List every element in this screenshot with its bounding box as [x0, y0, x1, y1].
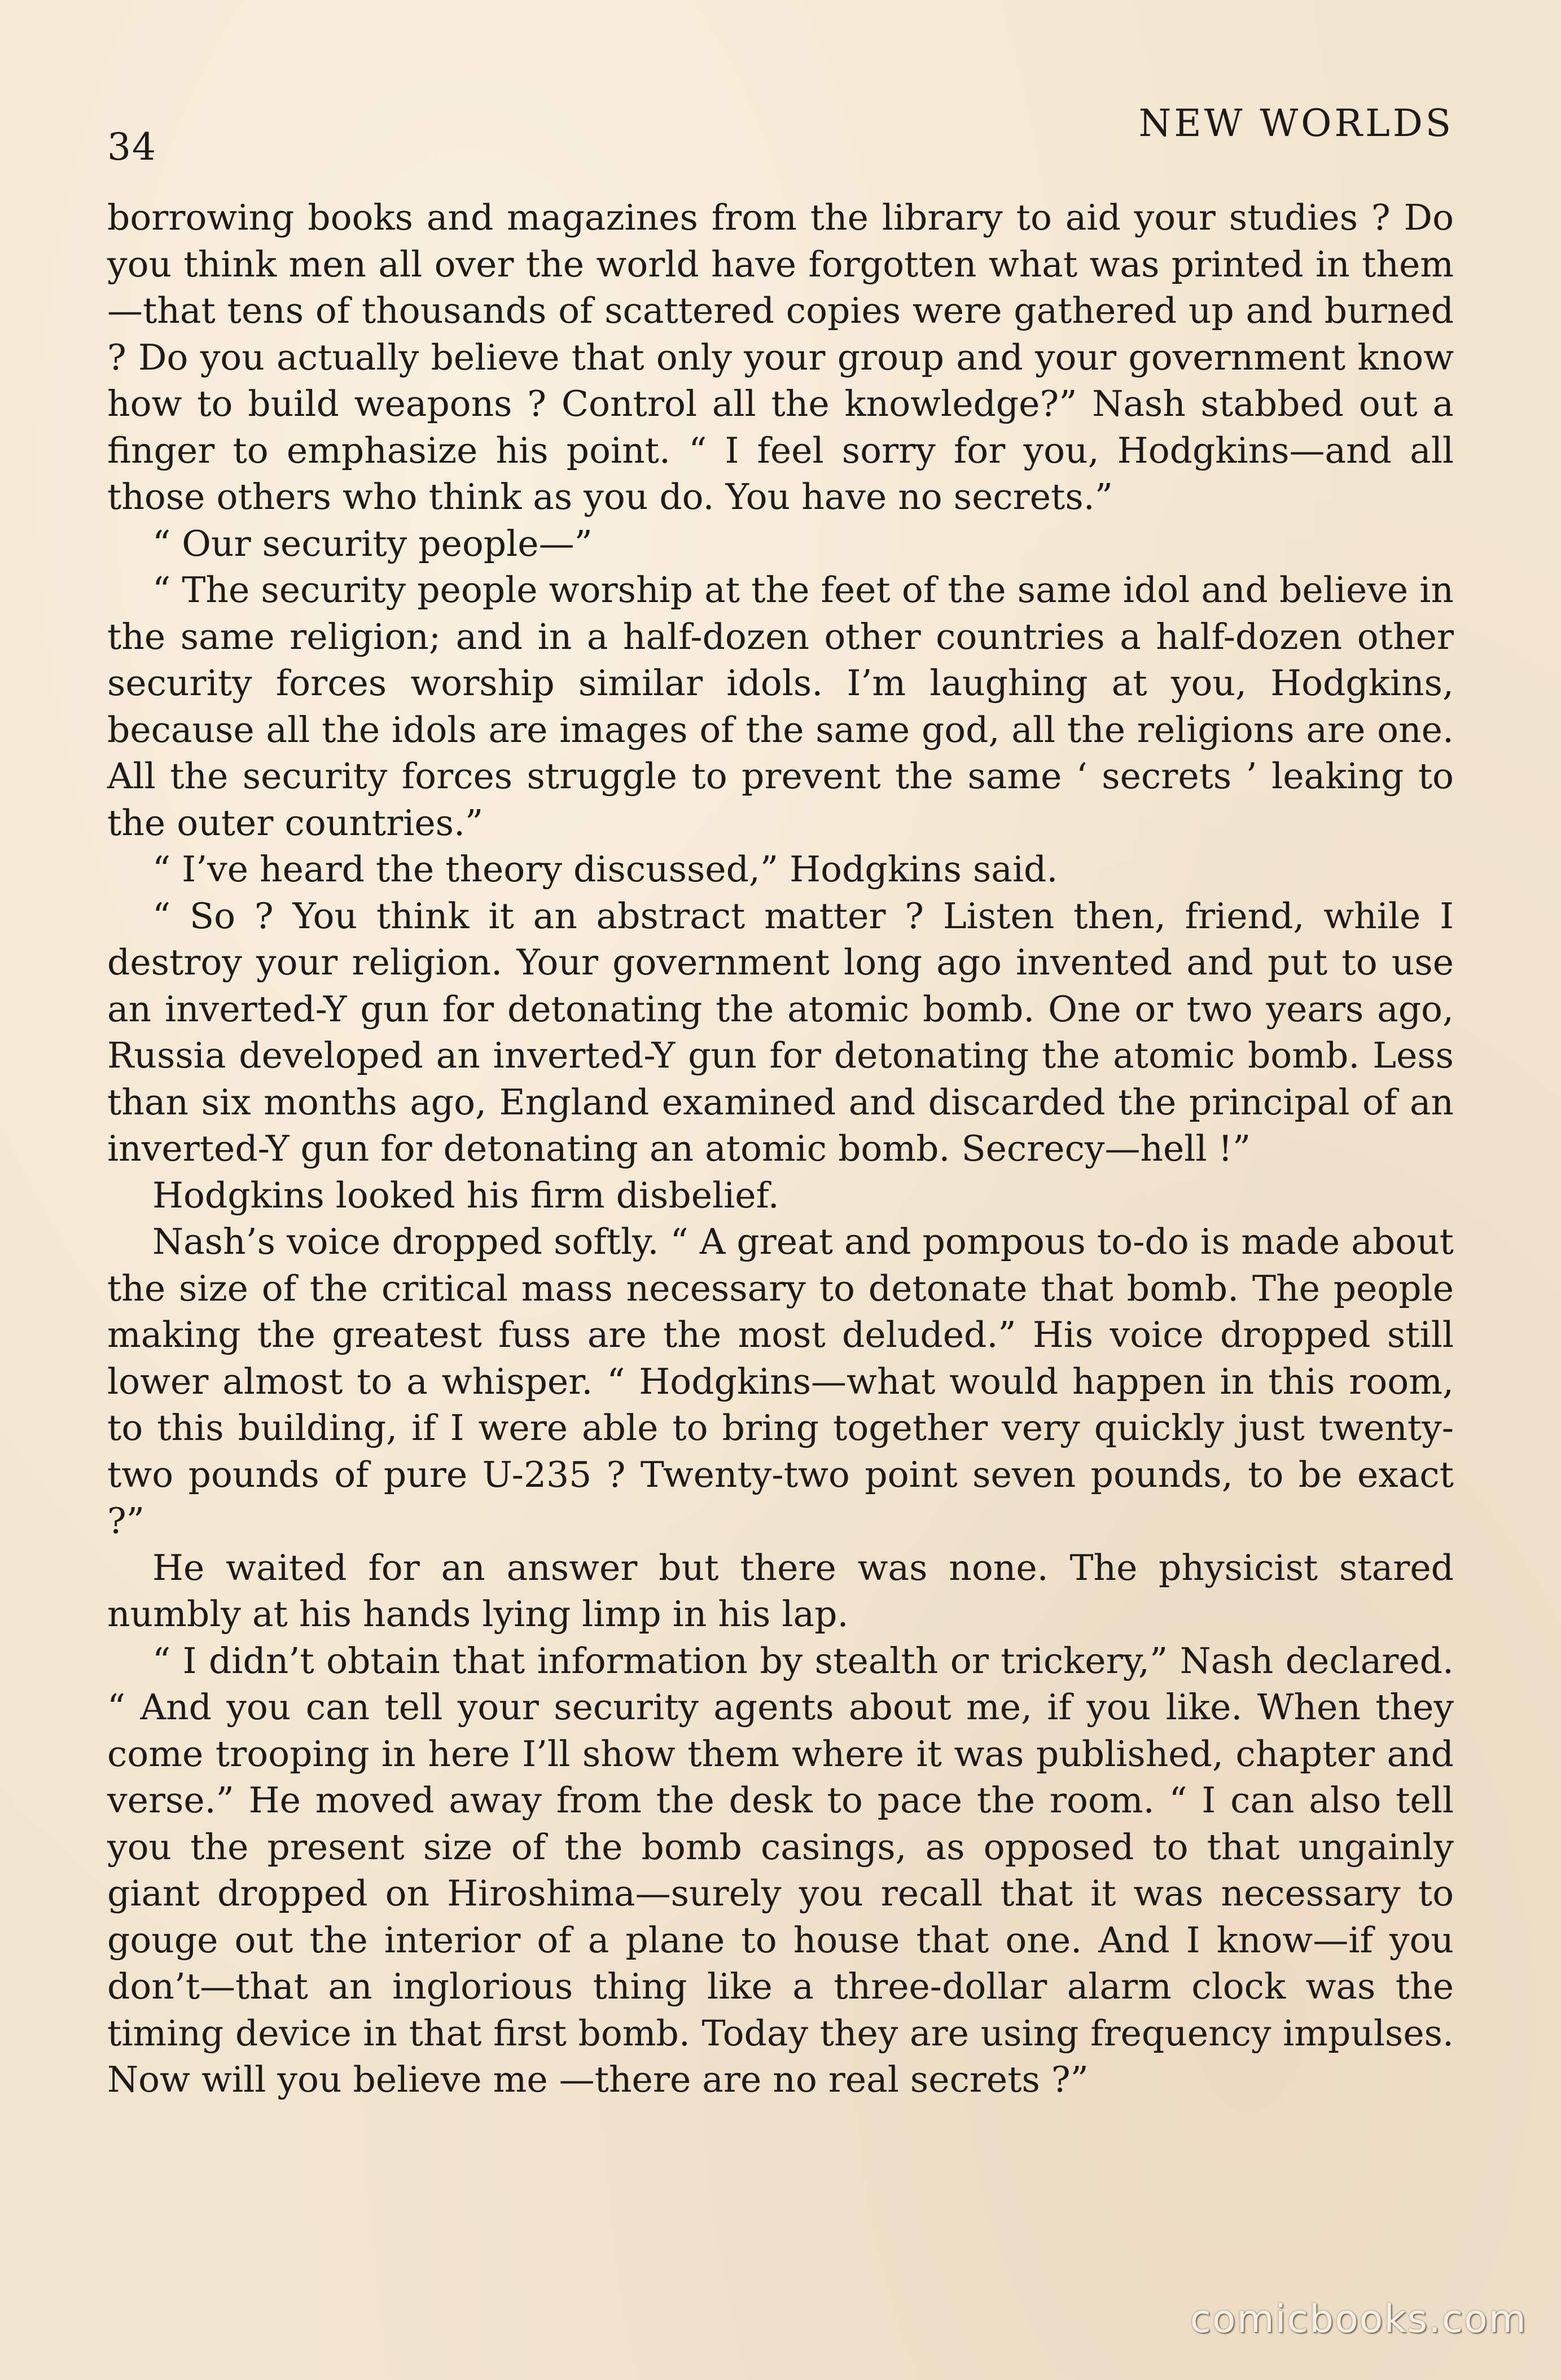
body-text	[107, 195, 1454, 2104]
paragraph: Hodgkins looked his firm disbelief.	[152, 1174, 779, 1216]
paragraph: “ I didn’t obtain that information by stealth or trickery,” Nash declared. “ And you can tell your security agents about me, if you like. When they come trooping in here I’ll show them where it was published, chapter and verse.” He moved away from the desk to pace the room. “ I can also tell you the present size of the bomb casings, as opposed to that ungainly giant dropped on Hiroshima—surely you recall that it was necessary to gouge out the interior of a plane to house that one. And I know—if you don’t—that an inglorious thing like a three-dollar alarm clock was the timing device in that first bomb. Today they are using frequency impulses. Now will you believe me —there are no real secrets ?”	[107, 1640, 1454, 2100]
page-number: 34	[107, 125, 157, 169]
running-title: NEW WORLDS	[1138, 102, 1454, 145]
paragraph: “ I’ve heard the theory discussed,” Hodgkins said.	[152, 849, 1058, 890]
paragraph: Nash’s voice dropped softly. “ A great and pompous to-do is made about the size of the critical mass necessary to detonate that bomb. The people making the greatest fuss are the most deluded.” His voice dropped still lower almost to a whisper. “ Hodgkins—what would happen in this room, to this building, if I were able to bring together very quickly just twenty-two pounds of pure U-235 ? Twenty-two point seven pounds, to be exact ?”	[107, 1221, 1454, 1542]
paragraph: “ The security people worship at the feet of the same idol and believe in the same religion; and in a half-dozen other countries a half-dozen other security forces worship similar idols. I’m laughing at you, Hodgkins, because all the idols are images of the same god, all the religions are one. All the security forces struggle to prevent the same ‘ secrets ’ leaking to the outer countries.”	[107, 569, 1454, 844]
paragraph: borrowing books and magazines from the library to aid your studies ? Do you think men all over the world have forgotten what was printed in them—that tens of thousands of scattered copies were gathered up and burned ? Do you actually believe that only your group and your government know how to build weapons ? Control all the knowledge?” Nash stabbed out a finger to emphasize his point. “ I feel sorry for you, Hodgkins—and all those others who think as you do. You have no secrets.”	[107, 197, 1454, 517]
paragraph: “ Our security people—”	[152, 522, 593, 564]
watermark: comicbooks.com	[1190, 2297, 1527, 2342]
paragraph: “ So ? You think it an abstract matter ? Listen then, friend, while I destroy your religion. Your government long ago invented and put to use an inverted-Y gun for detonating the atomic bomb. One or two years ago, Russia developed an inverted-Y gun for detonating the atomic bomb. Less than six months ago, England examined and discarded the principal of an inverted-Y gun for detonating an atomic bomb. Secrecy—hell !”	[107, 895, 1454, 1169]
paragraph: He waited for an answer but there was none. The physicist stared numbly at his hands lying limp in his lap.	[107, 1547, 1454, 1635]
